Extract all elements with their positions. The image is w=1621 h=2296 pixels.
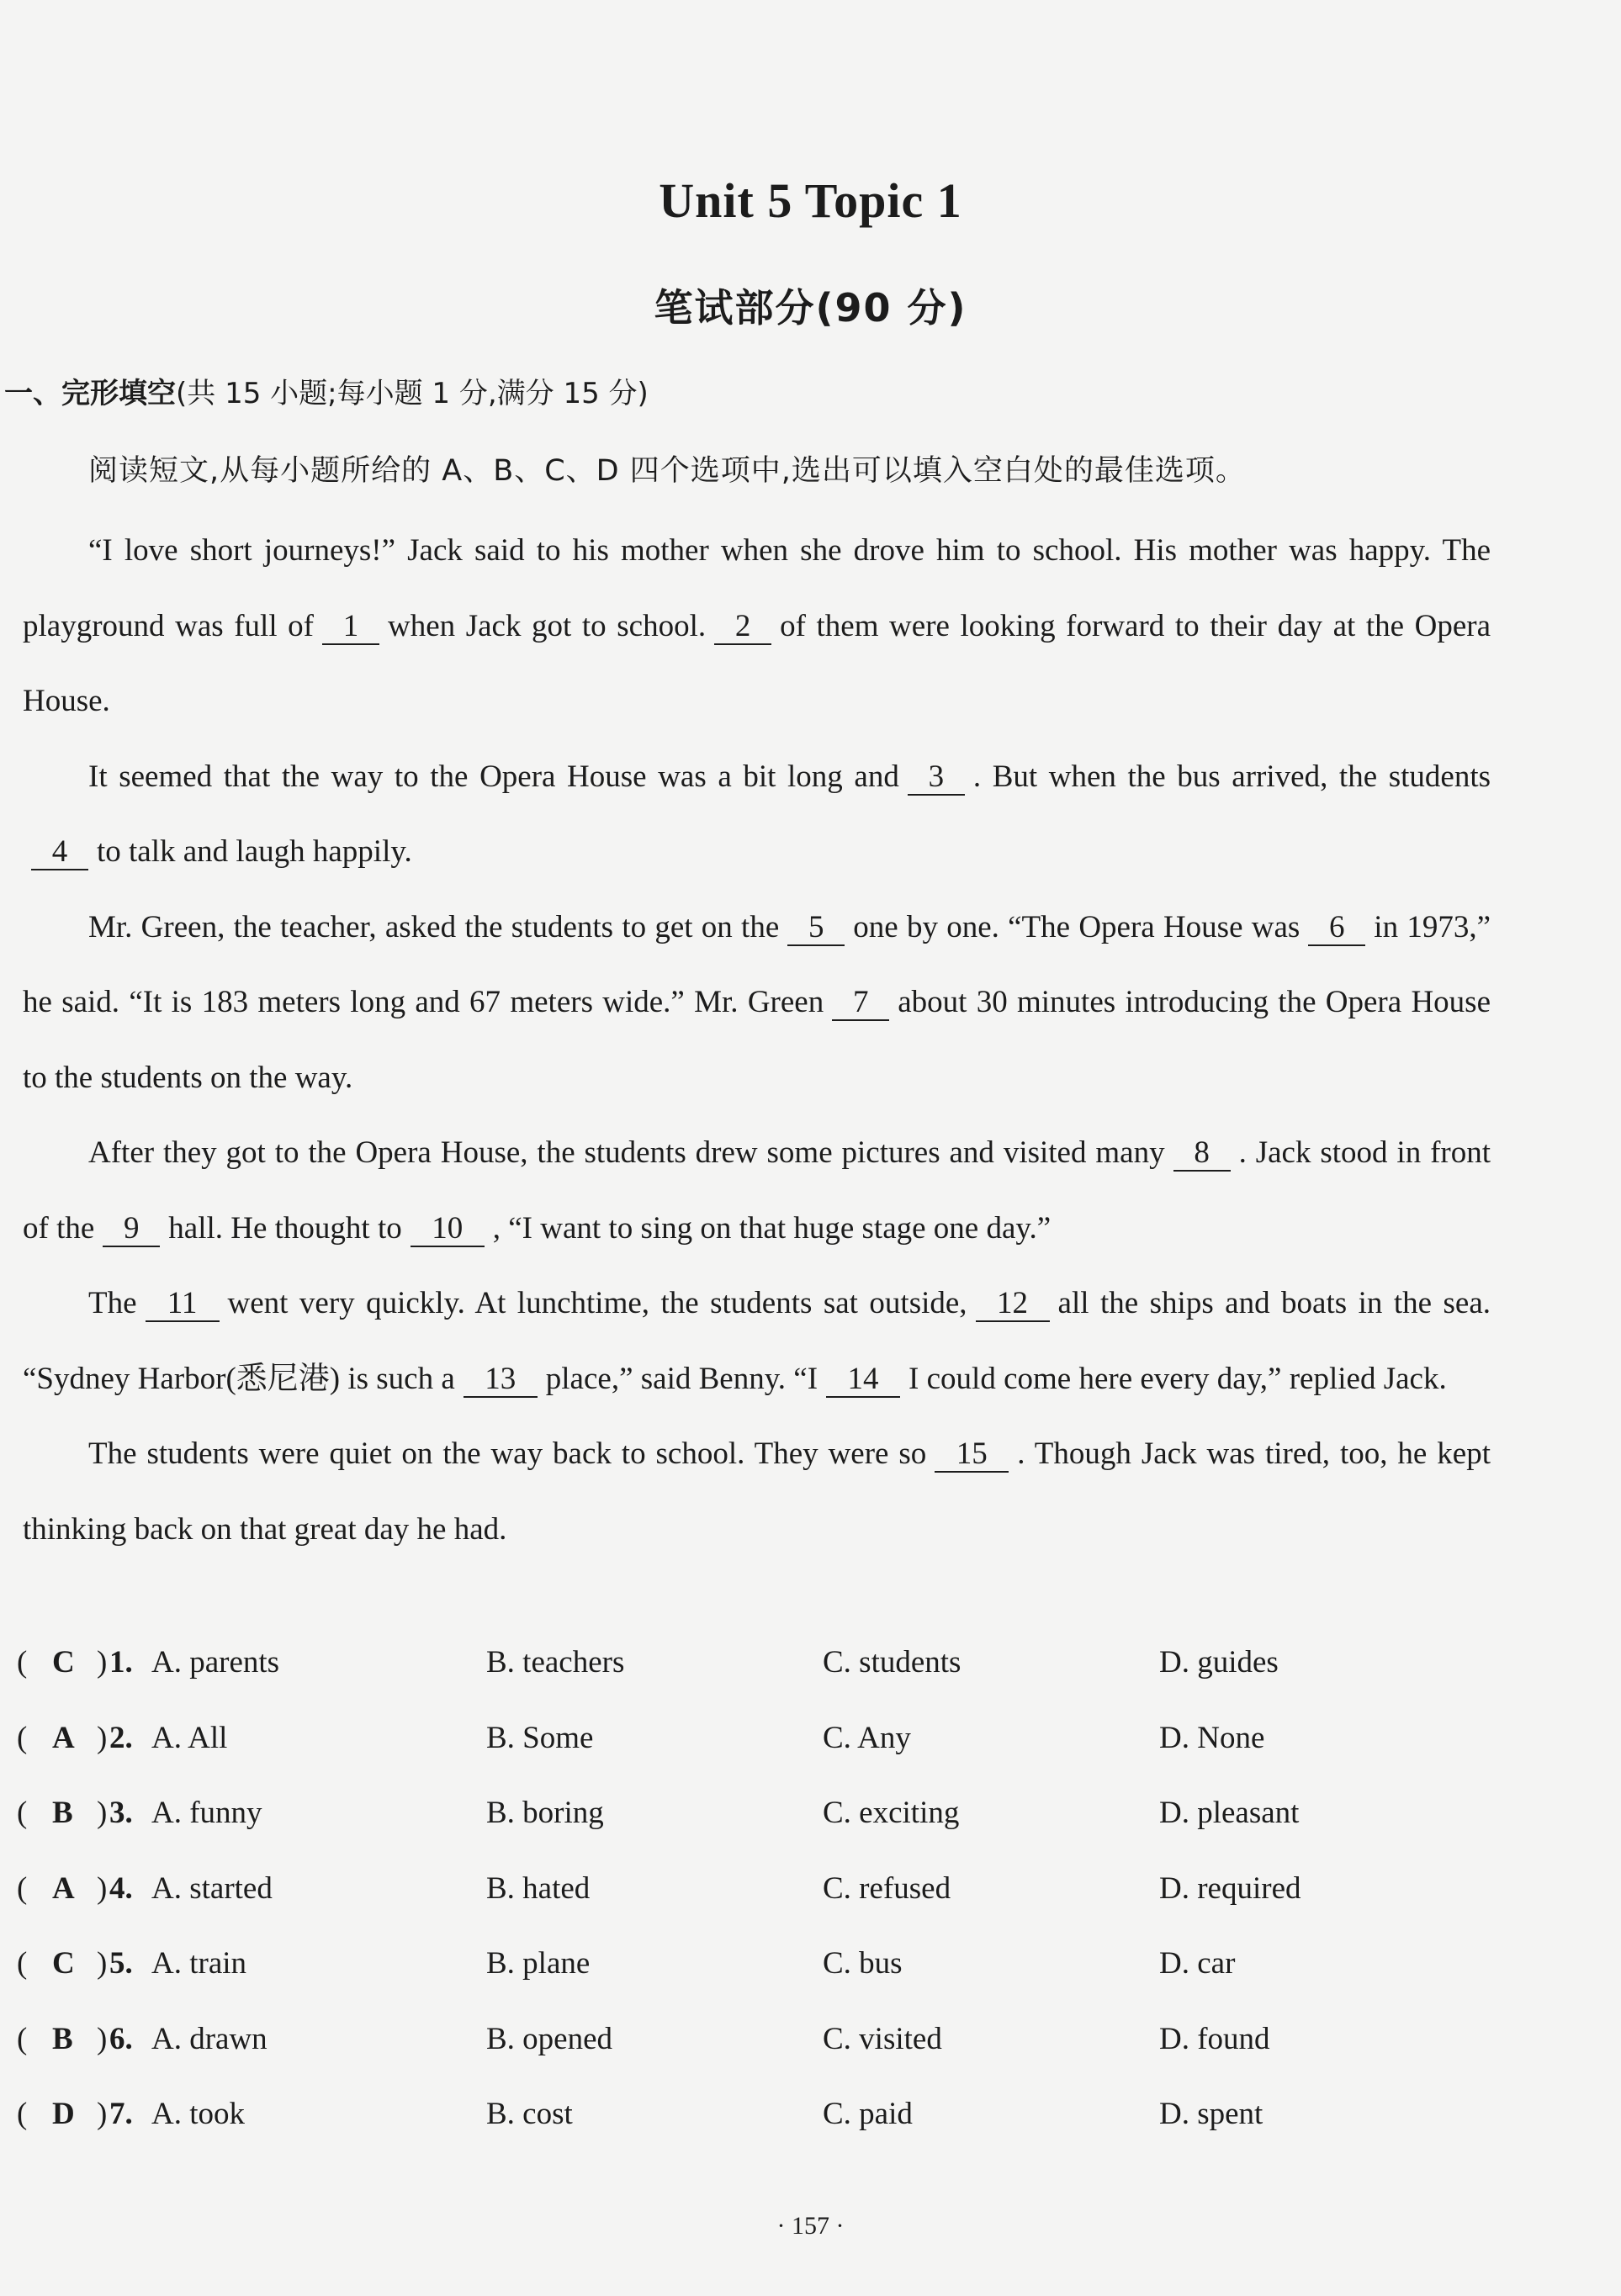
passage-text: about 30 minutes introducing the Opera House to the students on the way.	[23, 985, 1491, 1095]
option-b: B. hated	[486, 1870, 591, 1906]
section-instruction: 阅读短文,从每小题所给的 A、B、C、D 四个选项中,选出可以填入空白处的最佳选项。	[88, 454, 1246, 488]
answer-bracket-close: )	[97, 1720, 108, 1755]
passage-text: The	[88, 1286, 137, 1320]
question-number: 5.	[109, 1946, 133, 1981]
option-c: C. Any	[823, 1720, 911, 1755]
blank-10: 10	[411, 1212, 485, 1247]
blank-5: 5	[787, 911, 845, 946]
answer-bracket-close: )	[97, 1645, 108, 1680]
passage-text: It seemed that the way to the Opera House was a bit long and	[88, 759, 899, 794]
blank-3: 3	[908, 760, 965, 796]
passage-text: “I love short journeys!” Jack said to his mother when she drove him to school. His mother was happy. The playground was full of	[23, 533, 1491, 643]
passage-text: all the ships and boats in the sea. “Sydney Harbor(悉尼港) is such a	[23, 1286, 1491, 1396]
question-row	[17, 2096, 1598, 2172]
passage-text: I could come here every day,” replied Jack.	[909, 1361, 1447, 1396]
option-c: C. exciting	[823, 1796, 960, 1830]
answer-mark: C	[52, 1645, 75, 1680]
option-c: C. bus	[823, 1946, 903, 1981]
passage-text: . Though Jack was tired, too, he kept thinking back on that great day he had.	[23, 1436, 1491, 1547]
passage-text: went very quickly. At lunchtime, the students sat outside,	[227, 1286, 967, 1320]
option-b: B. boring	[486, 1796, 604, 1830]
passage-text: . Jack stood in front of the	[23, 1135, 1491, 1246]
section-heading	[4, 370, 649, 411]
blank-8: 8	[1173, 1136, 1231, 1172]
option-c: C. students	[823, 1645, 961, 1680]
answer-mark: B	[52, 1796, 73, 1830]
question-row	[17, 2021, 1598, 2097]
option-a: A. funny	[151, 1796, 262, 1830]
question-row	[17, 1644, 1598, 1720]
question-row	[17, 1795, 1598, 1870]
passage-paragraph-6	[23, 1416, 1491, 1567]
option-d: D. None	[1159, 1720, 1265, 1755]
passage-text: in 1973,” he said. “It is 183 meters long and 67 meters wide.” Mr. Green	[23, 909, 1491, 1019]
option-a: A. took	[151, 2097, 245, 2131]
question-row	[17, 1720, 1598, 1796]
passage-paragraph-2	[23, 739, 1491, 890]
answer-bracket-open: (	[17, 1796, 28, 1830]
answer-mark: A	[52, 1870, 75, 1906]
passage-text: place,” said Benny. “I	[545, 1361, 818, 1396]
question-number: 4.	[109, 1870, 133, 1906]
question-list	[17, 1644, 1598, 2172]
passage-text: one by one. “The Opera House was	[853, 909, 1301, 944]
answer-mark: C	[52, 1946, 75, 1981]
question-row	[17, 1870, 1598, 1946]
option-a: A. All	[151, 1720, 228, 1755]
option-c: C. refused	[823, 1870, 951, 1906]
answer-bracket-close: )	[97, 1796, 108, 1830]
passage-paragraph-4	[23, 1115, 1491, 1266]
passage-text: of them were looking forward to their day at the Opera House.	[23, 608, 1491, 718]
option-b: B. plane	[486, 1946, 591, 1981]
option-d: D. spent	[1159, 2097, 1263, 2131]
option-b: B. opened	[486, 2021, 613, 2056]
passage-text: to talk and laugh happily.	[97, 834, 412, 869]
cloze-passage	[23, 513, 1491, 1567]
answer-mark: B	[52, 2021, 73, 2056]
passage-paragraph-1	[23, 513, 1491, 739]
question-number: 7.	[109, 2097, 133, 2131]
passage-text: when Jack got to school.	[388, 608, 707, 643]
option-d: D. car	[1159, 1946, 1236, 1981]
option-a: A. train	[151, 1946, 247, 1981]
passage-paragraph-5	[23, 1266, 1491, 1416]
blank-9: 9	[103, 1212, 160, 1247]
blank-13: 13	[464, 1362, 538, 1398]
passage-text: Mr. Green, the teacher, asked the students to get on the	[88, 909, 780, 944]
question-number: 6.	[109, 2021, 133, 2056]
passage-text: . But when the bus arrived, the students	[972, 759, 1491, 794]
passage-text: , “I want to sing on that huge stage one day.”	[492, 1210, 1052, 1246]
answer-bracket-open: (	[17, 1720, 28, 1755]
question-number: 1.	[109, 1645, 133, 1680]
passage-text: The students were quiet on the way back to school. They were so	[88, 1436, 927, 1471]
blank-4: 4	[31, 835, 88, 870]
option-c: C. visited	[823, 2021, 942, 2056]
page-number: · 157 ·	[776, 2212, 845, 2240]
answer-mark: D	[52, 2097, 75, 2131]
blank-2: 2	[714, 610, 771, 645]
option-a: A. parents	[151, 1645, 280, 1680]
answer-bracket-close: )	[97, 1870, 108, 1906]
passage-text: After they got to the Opera House, the students drew some pictures and visited many	[88, 1135, 1165, 1170]
option-a: A. drawn	[151, 2021, 268, 2056]
blank-14: 14	[826, 1362, 900, 1398]
answer-bracket-open: (	[17, 1645, 28, 1680]
blank-1: 1	[322, 610, 379, 645]
option-d: D. found	[1159, 2021, 1270, 2056]
answer-bracket-open: (	[17, 2021, 28, 2056]
answer-bracket-close: )	[97, 2097, 108, 2131]
question-number: 2.	[109, 1720, 133, 1755]
section-heading-note: (共 15 小题;每小题 1 分,满分 15 分)	[176, 377, 649, 410]
answer-bracket-close: )	[97, 2021, 108, 2056]
answer-bracket-open: (	[17, 1870, 28, 1906]
page-subtitle: 笔试部分(90 分)	[654, 285, 967, 331]
page-title: Unit 5 Topic 1	[659, 173, 962, 228]
option-d: D. required	[1159, 1870, 1301, 1906]
blank-7: 7	[832, 986, 889, 1021]
option-b: B. cost	[486, 2097, 573, 2131]
question-number: 3.	[109, 1796, 133, 1830]
passage-text: hall. He thought to	[168, 1210, 402, 1246]
answer-bracket-close: )	[97, 1946, 108, 1981]
blank-6: 6	[1308, 911, 1365, 946]
blank-15: 15	[935, 1437, 1009, 1473]
blank-11: 11	[146, 1287, 220, 1322]
option-b: B. teachers	[486, 1645, 625, 1680]
option-b: B. Some	[486, 1720, 594, 1755]
answer-bracket-open: (	[17, 1946, 28, 1981]
option-c: C. paid	[823, 2097, 913, 2131]
section-heading-label: 一、完形填空	[4, 377, 176, 410]
answer-mark: A	[52, 1720, 75, 1755]
option-d: D. guides	[1159, 1645, 1279, 1680]
passage-paragraph-3	[23, 890, 1491, 1116]
blank-12: 12	[976, 1287, 1050, 1322]
question-row	[17, 1945, 1598, 2021]
option-d: D. pleasant	[1159, 1796, 1300, 1830]
answer-bracket-open: (	[17, 2097, 28, 2131]
option-a: A. started	[151, 1870, 273, 1906]
